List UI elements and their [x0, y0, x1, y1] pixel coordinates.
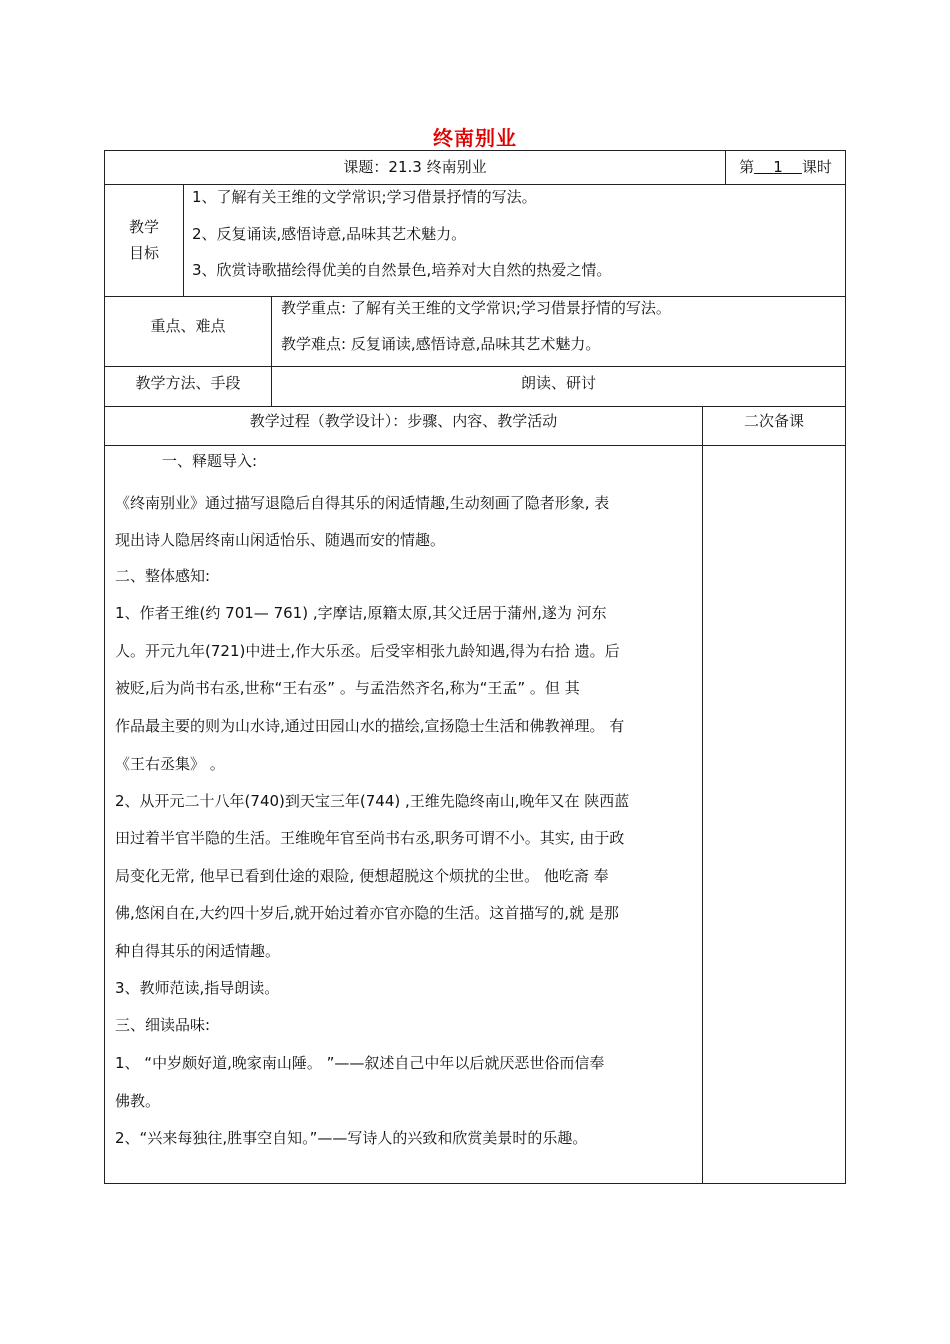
goals-label: 目标	[128, 244, 159, 262]
key-points-label: 重点、难点	[150, 317, 226, 335]
table-border	[104, 150, 846, 151]
body-line: 2、“兴来每独往,胜事空自知。”——写诗人的兴致和欣赏美景时的乐趣。	[115, 1129, 588, 1147]
body-line: 种自得其乐的闲适情趣。	[115, 942, 281, 960]
body-line: 佛教。	[115, 1092, 161, 1110]
table-border	[104, 150, 105, 1184]
goal-item: 1、了解有关王维的文学常识;学习借景抒情的写法。	[192, 188, 537, 206]
body-line: 一、释题导入:	[162, 452, 258, 470]
table-border	[104, 366, 846, 367]
table-border	[183, 184, 184, 297]
period-prefix: 第	[739, 158, 755, 176]
body-line: 《终南别业》通过描写退隐后自得其乐的闲适情趣,生动刻画了隐者形象, 表	[115, 494, 610, 512]
table-border	[104, 445, 846, 446]
methods-value: 朗读、研讨	[520, 374, 596, 392]
table-border	[845, 150, 846, 1184]
body-line: 1、 “中岁颇好道,晚家南山陲。 ”——叙述自己中年以后就厌恶世俗而信奉	[115, 1054, 605, 1072]
goal-item: 2、反复诵读,感悟诗意,品味其艺术魅力。	[192, 225, 467, 243]
body-line: 田过着半官半隐的生活。王维晚年官至尚书右丞,职务可谓不小。其实, 由于政	[115, 829, 625, 847]
body-line: 2、从开元二十八年(740)到天宝三年(744) ,王维先隐终南山,晚年又在 陕西蓝	[115, 792, 630, 810]
body-line: 二、整体感知:	[115, 567, 211, 585]
period-cell	[726, 158, 845, 176]
goals-label: 教学	[128, 218, 159, 236]
table-border	[104, 296, 846, 297]
body-line: 三、细读品味:	[115, 1016, 211, 1034]
goal-item: 3、欣赏诗歌描绘得优美的自然景色,培养对大自然的热爱之情。	[192, 261, 612, 279]
body-line: 佛,悠闲自在,大约四十岁后,就开始过着亦官亦隐的生活。这首描写的,就 是那	[115, 904, 619, 922]
body-line: 3、教师范读,指导朗读。	[115, 979, 280, 997]
body-line: 《王右丞集》 。	[115, 755, 225, 773]
period-number: 1	[773, 158, 783, 176]
table-border	[702, 406, 703, 1184]
body-line: 1、作者王维(约 701— 761) ,字摩诘,原籍太原,其父迁居于蒲州,遂为 河东	[115, 604, 607, 622]
table-border	[104, 184, 846, 185]
second-prep-label: 二次备课	[743, 412, 804, 430]
body-line: 现出诗人隐居终南山闲适怡乐、随遇而安的情趣。	[115, 531, 446, 549]
topic-label: 课题：21.3 终南别业	[343, 158, 487, 176]
key-focus: 教学重点: 了解有关王维的文学常识;学习借景抒情的写法。	[281, 299, 671, 317]
table-border	[104, 406, 846, 407]
body-line: 人。开元九年(721)中进士,作大乐丞。后受宰相张九龄知遇,得为右拾 遗。后	[115, 642, 620, 660]
body-line: 被贬,后为尚书右丞,世称“王右丞” 。与孟浩然齐名,称为“王孟” 。但 其	[115, 679, 580, 697]
body-line: 局变化无常, 他早已看到仕途的艰险, 便想超脱这个烦扰的尘世。 他吃斋 奉	[115, 867, 609, 885]
body-line: 作品最主要的则为山水诗,通过田园山水的描绘,宣扬隐士生活和佛教禅理。 有	[115, 717, 625, 735]
table-border	[104, 1183, 846, 1184]
process-header: 教学过程（教学设计）：步骤、内容、教学活动	[249, 412, 558, 430]
document-title: 终南别业	[433, 126, 517, 150]
methods-label: 教学方法、手段	[135, 374, 241, 392]
period-suffix: 课时	[801, 158, 832, 176]
key-difficulty: 教学难点: 反复诵读,感悟诗意,品味其艺术魅力。	[281, 335, 601, 353]
